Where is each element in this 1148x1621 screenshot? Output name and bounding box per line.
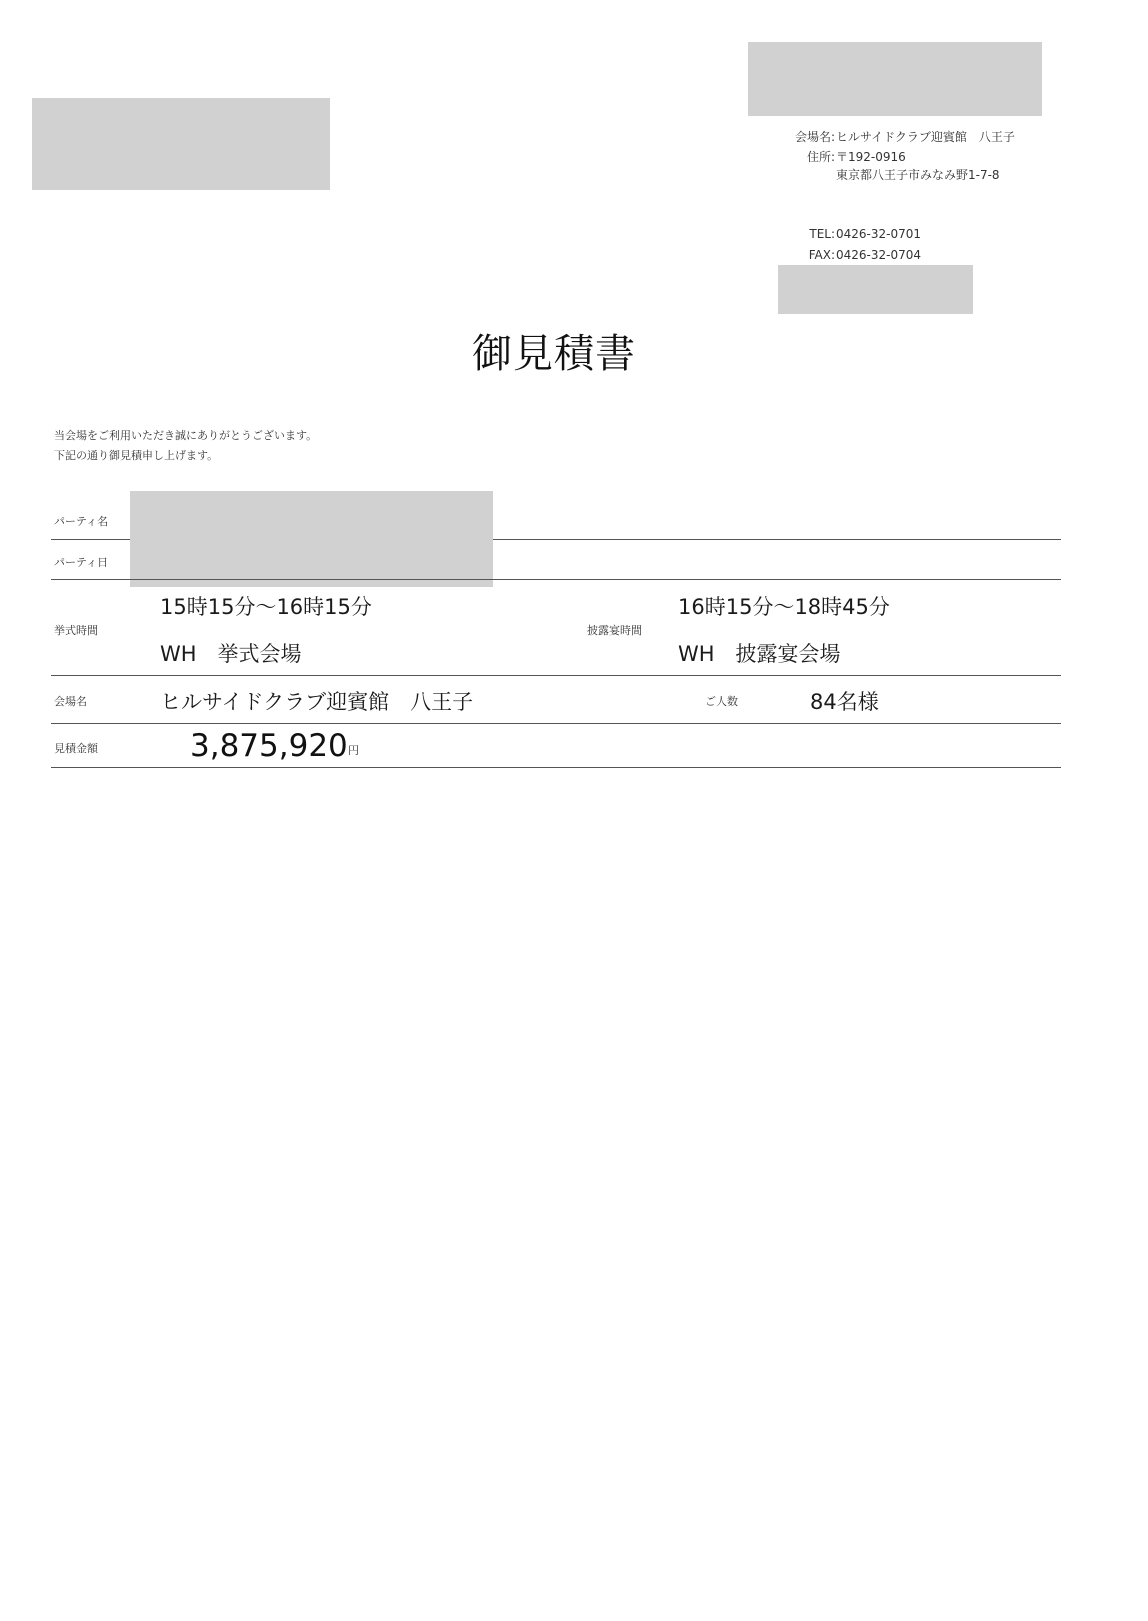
reception-venue: WH 披露宴会場 [678,642,841,666]
venue-label: 会場名: [794,130,835,144]
ceremony-venue: WH 挙式会場 [160,642,302,666]
greeting-line-1: 当会場をご利用いただき誠にありがとうございます。 [54,429,318,442]
amount-unit: 円 [348,744,359,757]
party-name-label: パーティ名 [54,515,109,528]
address: 東京都八王子市みなみ野1-7-8 [836,168,1000,182]
row-divider [51,767,1061,768]
estimate-amount: 3,875,920 [190,728,348,764]
tel-label: TEL: [809,227,835,241]
ceremony-time: 15時15分～16時15分 [160,595,372,619]
redacted-party-info [130,491,493,587]
redacted-recipient-block [32,98,330,190]
postal-code: 〒192-0916 [836,150,906,164]
reception-time: 16時15分～18時45分 [678,595,890,619]
row-divider [51,723,1061,724]
venue-name-label: 会場名 [54,695,87,708]
venue-value: ヒルサイドクラブ迎賓館 八王子 [836,130,1015,144]
greeting-line-2: 下記の通り御見積申し上げます。 [54,449,219,462]
row-divider [51,675,1061,676]
guest-count: 84名様 [810,690,879,714]
address-label: 住所: [806,150,835,164]
reception-time-label: 披露宴時間 [587,624,642,637]
fax-number: 0426-32-0704 [836,248,922,262]
party-date-label: パーティ日 [54,556,109,569]
venue-name: ヒルサイドクラブ迎賓館 八王子 [160,690,474,714]
tel-number: 0426-32-0701 [836,227,922,241]
ceremony-time-label: 挙式時間 [54,624,98,637]
guest-count-label: ご人数 [705,695,738,708]
redacted-company-logo-block [748,42,1042,116]
fax-label: FAX: [808,248,835,262]
document-title: 御見積書 [472,331,636,377]
redacted-contact-block [778,265,973,314]
amount-label: 見積金額 [54,742,98,755]
row-divider [51,579,1061,580]
